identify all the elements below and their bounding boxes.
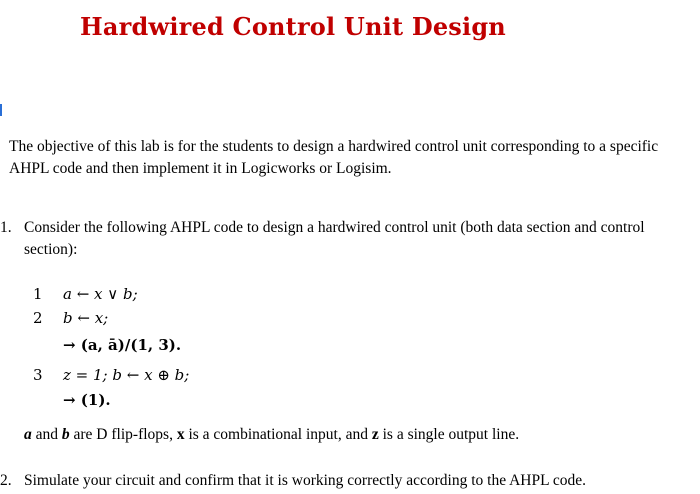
ahpl-statement: z = 1; b ← x ⊕ b; [63,366,190,384]
note-text: is a single output line. [378,426,520,443]
var-x: x [176,426,185,443]
ahpl-line-number: 1 [33,285,43,303]
cursor-mark [0,104,2,116]
list-number-1: 1. [0,219,12,236]
list-item-2-text: Simulate your circuit and confirm that it is working correctly according to the AHPL code. [24,472,587,489]
list-number-2: 2. [0,472,12,489]
ahpl-branch: → (a, ā)/(1, 3). [63,336,182,354]
ahpl-line-number: 3 [33,366,43,384]
page-title: Hardwired Control Unit Design [80,12,506,41]
ahpl-statement: a ← x ∨ b; [63,285,138,303]
note-text: is a combinational input, and [184,426,372,443]
objective-paragraph: The objective of this lab is for the students to design a hardwired control unit corresponding to a specific AHPL code and then implement it in Logicworks or Logisim. [9,138,659,177]
variable-note [24,424,684,446]
ahpl-line-number: 2 [33,309,43,327]
list-item-1-text: Consider the following AHPL code to design a hardwired control unit (both data section and control section): [24,219,645,258]
var-z: z [371,426,379,443]
var-a: a [24,426,32,443]
ahpl-statement: b ← x; [63,309,109,327]
ahpl-branch: → (1). [63,391,111,409]
note-text: are D flip-flops, [69,426,177,443]
note-text: and [31,426,62,443]
var-b: b [61,426,70,443]
